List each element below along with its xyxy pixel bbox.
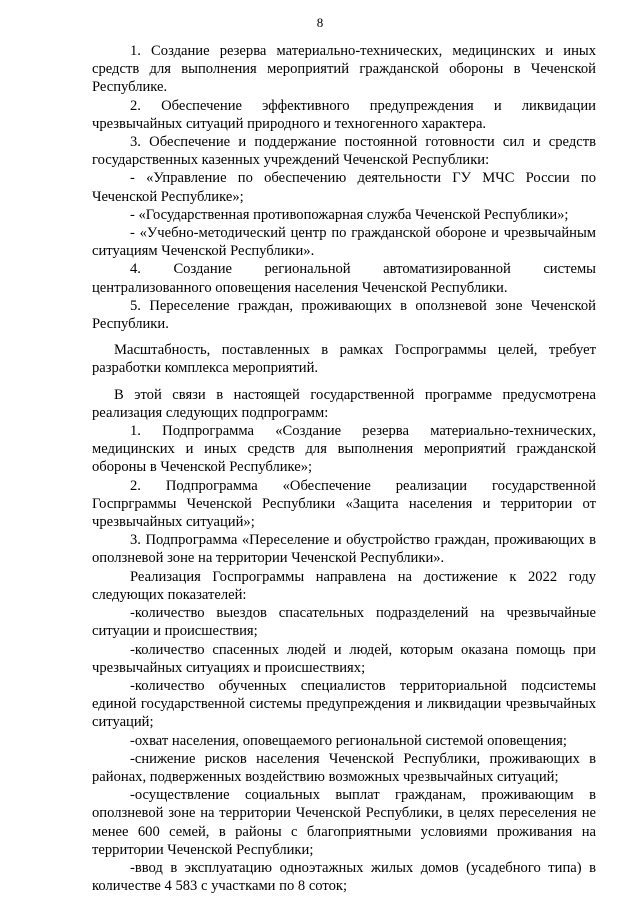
goal-item-4: 4. Создание региональной автоматизированной системы централизованного оповещения населения Чеченской Республики. [92, 261, 596, 296]
goal-item-2: 2. Обеспечение эффективного предупреждения и ликвидации чрезвычайных ситуаций природного и техногенного характера. [92, 97, 596, 132]
goal-item-1: 1. Создание резерва материально-технических, медицинских и иных средств для выполнения мероприятий гражданской обороны в Чеченской Республике. [92, 43, 596, 96]
document-body [92, 42, 596, 895]
institution-item-2: - «Государственная противопожарная служба Чеченской Республики»; [130, 206, 569, 223]
indicator-item-7: -ввод в эксплуатацию одноэтажных жилых домов (усадебного типа) в количестве 4 583 с участками по 8 соток; [92, 859, 596, 895]
page-number: 8 [316, 15, 324, 30]
subprograms-intro: В этой связи в настоящей государственной программе предусмотрена реализация следующих подпрограмм: [92, 386, 596, 421]
subprogram-item-2: 2. Подпрограмма «Обеспечение реализации государственной Госпрграммы Чеченской Республики «Защита населения и территории от чрезвычайных ситуаций»; [92, 477, 596, 531]
scale-paragraph: Масштабность, поставленных в рамках Госпрограммы целей, требует разработки комплекса мероприятий. [92, 342, 596, 377]
subprogram-item-3: 3. Подпрограмма «Переселение и обустройство граждан, проживающих в оползневой зоне на территории Чеченской Республики». [92, 532, 596, 567]
indicator-item-1: -количество выездов спасательных подразделений на чрезвычайные ситуации и происшествия; [92, 605, 596, 640]
indicator-item-2: -количество спасенных людей и людей, которым оказана помощь при чрезвычайных ситуациях и происшествиях; [92, 641, 596, 676]
institution-item-1: - «Управление по обеспечению деятельности ГУ МЧС России по Чеченской Республике»; [92, 170, 596, 205]
goal-item-5: 5. Переселение граждан, проживающих в оползневой зоне Чеченской Республики. [92, 297, 596, 333]
goal-item-3: 3. Обеспечение и поддержание постоянной готовности сил и средств государственных казенных учреждений Чеченской Республики: [92, 134, 596, 169]
indicators-intro: Реализация Госпрограммы направлена на достижение к 2022 году следующих показателей: [92, 568, 596, 603]
indicator-item-4: -охват населения, оповещаемого региональной системой оповещения; [130, 732, 567, 749]
indicator-item-6: -осуществление социальных выплат гражданам, проживающим в оползневой зоне на территории Чеченской Республики, в целях переселения не менее 600 семей, в районы с благоприятными условиями проживания на территории Чеченской Республики; [92, 787, 596, 858]
indicator-item-3: -количество обученных специалистов территориальной подсистемы единой государственной системы предупреждения и ликвидации чрезвычайных ситуаций; [92, 677, 596, 731]
subprogram-item-1: 1. Подпрограмма «Создание резерва материально-технических, медицинских и иных средств для выполнения мероприятий гражданской обороны в Чеченской Республике»; [92, 423, 596, 476]
institution-item-3: - «Учебно-методический центр по гражданской обороне и чрезвычайным ситуациям Чеченской Республики». [92, 225, 596, 260]
indicator-item-5: -снижение рисков населения Чеченской Республики, проживающих в районах, подверженных воздействию возможных чрезвычайных ситуаций; [92, 750, 596, 785]
